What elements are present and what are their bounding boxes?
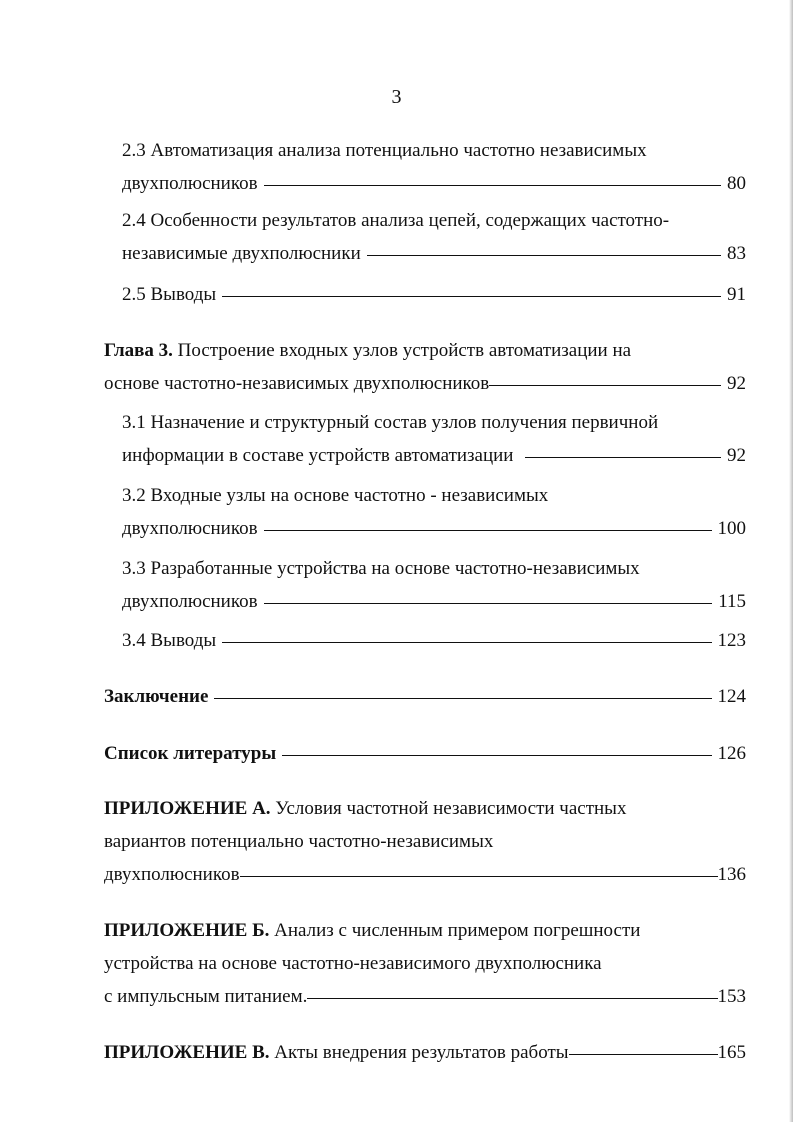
toc-entry-3-1 bbox=[122, 412, 746, 467]
toc-entry-text: двухполюсников bbox=[104, 864, 240, 885]
toc-chapter-label: Глава 3. bbox=[104, 340, 173, 361]
toc-leader-line bbox=[489, 385, 721, 386]
toc-leader-line bbox=[307, 998, 717, 999]
toc-leader-line bbox=[525, 457, 721, 458]
toc-entry-text: Акты внедрения результатов работы bbox=[269, 1042, 569, 1063]
toc-entry-text: двухполюсников bbox=[122, 173, 258, 194]
toc-page-number: 83 bbox=[727, 243, 746, 264]
toc-leader-line bbox=[569, 1054, 718, 1055]
toc-entry-text: двухполюсников bbox=[122, 591, 258, 612]
toc-entry-text: Список литературы bbox=[104, 743, 277, 764]
toc-page-number: 126 bbox=[717, 743, 746, 764]
toc-entry-appendix-v bbox=[104, 1042, 746, 1064]
toc-entry-text: двухполюсников bbox=[122, 518, 258, 539]
toc-entry-2-4 bbox=[122, 210, 746, 265]
toc-entry-text: 3.3 Разработанные устройства на основе частотно-независимых bbox=[122, 558, 640, 579]
toc-entry-text: независимые двухполюсники bbox=[122, 243, 361, 264]
toc-entry-text: 3.2 Входные узлы на основе частотно - независимых bbox=[122, 485, 549, 506]
toc-page-number: 136 bbox=[717, 864, 746, 885]
toc-leader-line bbox=[214, 698, 711, 699]
toc-entry-text: Построение входных узлов устройств автоматизации на bbox=[172, 340, 632, 361]
scan-edge-shadow bbox=[789, 0, 793, 1122]
page-number: 3 bbox=[391, 86, 402, 108]
toc-entry-3-3 bbox=[122, 558, 746, 613]
toc-page-number: 123 bbox=[717, 630, 746, 651]
toc-entry-text: устройства на основе частотно-независимого двухполюсника bbox=[104, 953, 602, 974]
toc-entry-chapter-3 bbox=[104, 340, 746, 395]
toc-entry-2-5 bbox=[122, 284, 746, 306]
toc-leader-line bbox=[264, 185, 721, 186]
toc-leader-line bbox=[264, 603, 713, 604]
toc-entry-text: 2.4 Особенности результатов анализа цепей, содержащих частотно- bbox=[122, 210, 670, 231]
toc-entry-2-3 bbox=[122, 140, 746, 195]
toc-entry-text: основе частотно-независимых двухполюсников bbox=[104, 373, 490, 394]
toc-chapter-line bbox=[104, 340, 631, 362]
toc-entry-text: вариантов потенциально частотно-независимых bbox=[104, 831, 494, 852]
toc-leader-line bbox=[264, 530, 712, 531]
toc-page-number: 80 bbox=[727, 173, 746, 194]
toc-appendix-line bbox=[104, 798, 626, 820]
toc-appendix-label: ПРИЛОЖЕНИЕ Б. bbox=[104, 920, 270, 941]
toc-page-number: 115 bbox=[718, 591, 746, 612]
toc-page-number: 91 bbox=[727, 284, 746, 305]
toc-page-number: 92 bbox=[727, 445, 746, 466]
toc-page-number: 124 bbox=[717, 686, 746, 707]
toc-leader-line bbox=[222, 296, 721, 297]
toc-entry-text: 3.1 Назначение и структурный состав узлов получения первичной bbox=[122, 412, 659, 433]
toc-leader-line bbox=[367, 255, 721, 256]
toc-leader-line bbox=[240, 876, 718, 877]
toc-page-number: 153 bbox=[717, 986, 746, 1007]
toc-entry-text: Условия частотной независимости частных bbox=[270, 798, 627, 819]
toc-entry-conclusion bbox=[104, 686, 746, 708]
toc-appendix-label: ПРИЛОЖЕНИЕ В. bbox=[104, 1042, 270, 1063]
toc-page-number: 100 bbox=[717, 518, 746, 539]
toc-leader-line bbox=[282, 755, 711, 756]
toc-entry-text: 2.5 Выводы bbox=[122, 284, 217, 305]
toc-page-number: 165 bbox=[717, 1042, 746, 1063]
toc-entry-text: информации в составе устройств автоматизации bbox=[122, 445, 514, 466]
toc-leader-line bbox=[222, 642, 711, 643]
toc-page-number: 92 bbox=[727, 373, 746, 394]
toc-appendix-line bbox=[104, 1042, 569, 1064]
toc-entry-appendix-a bbox=[104, 798, 746, 886]
toc-entry-3-2 bbox=[122, 485, 746, 540]
toc-appendix-line bbox=[104, 920, 640, 942]
toc-entry-text: 3.4 Выводы bbox=[122, 630, 217, 651]
toc-entry-text: 2.3 Автоматизация анализа потенциально частотно независимых bbox=[122, 140, 647, 161]
toc-entry-text: с импульсным питанием. bbox=[104, 986, 308, 1007]
toc-entry-3-4 bbox=[122, 630, 746, 652]
toc-appendix-label: ПРИЛОЖЕНИЕ А. bbox=[104, 798, 271, 819]
toc-entry-text: Заключение bbox=[104, 686, 209, 707]
toc-entry-text: Анализ с численным примером погрешности bbox=[269, 920, 641, 941]
toc-entry-appendix-b bbox=[104, 920, 746, 1008]
toc-entry-references bbox=[104, 743, 746, 765]
